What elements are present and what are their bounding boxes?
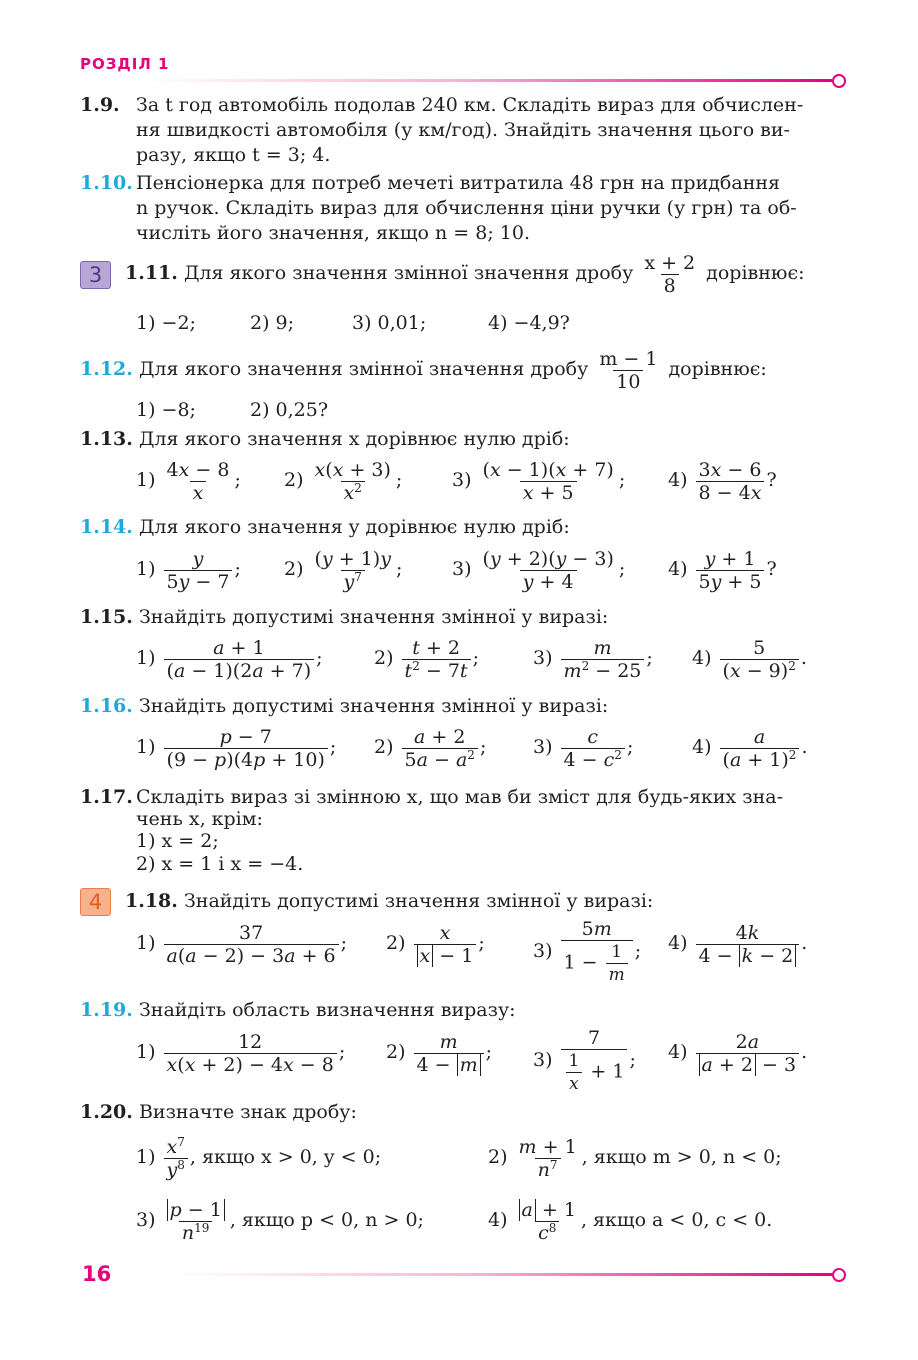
expr-2: 2) $\frac{x}{x - 1}$ ; [386,921,485,967]
expr-1: 1) $\frac{x^7}{y^8}$ , якщо x > 0, y < 0; [136,1134,382,1181]
problem-1-18 [125,889,653,913]
condition: , якщо x > 0, y < 0; [189,1146,382,1168]
footer-rule-end [832,1268,846,1282]
condition: , якщо p < 0, n > 0; [229,1209,424,1231]
problem-number: 1.10. [80,172,133,194]
answer-2: 2) 9; [250,312,295,334]
problem-1-16 [80,694,608,718]
answer-1: 1) −8; [136,399,196,421]
problem-text: Знайдіть допустимі значення змінної у виразі: [138,606,609,628]
problem-number: 1.9. [80,94,120,116]
expr-1: 1) $\frac{4x - 8}{x}$ ; [136,458,241,504]
expr-3: 3) $\frac{p - 1}{n^{19}}$ , якщо p < 0, n > 0; [136,1198,424,1244]
level-3-marker: 3 [80,261,111,289]
expr-3: 3) 5m 1 − $\frac{1}{m}$ ; [533,918,642,985]
problem-number: 1.11. [125,262,178,284]
expr-4: 4) $\frac{y + 1}{5y + 5}$ ? [668,547,777,593]
expr-3: 3) $\frac{(y + 2)(y - 3)}{y + 4}$ ; [452,547,626,593]
problem-text: За t год автомобіль подолав 240 км. Складіть вираз для обчислен- [136,94,804,116]
problem-1-17 [80,785,133,809]
problem-1-13 [80,427,570,451]
problem-text: разу, якщо t = 3; 4. [136,144,331,166]
answer-3: 3) 0,01; [352,312,427,334]
problem-text: n ручок. Складіть вираз для обчислення ціни ручки (у грн) та об- [136,197,797,219]
problem-number: 1.14. [80,516,133,538]
problem-text: Для якого значення змінної значення дробу [183,262,634,284]
fraction: $\frac{m - 1}{10}$ [599,347,658,393]
level-4-marker: 4 [80,888,111,916]
answer-1: 1) x = 2; [136,830,219,852]
page-number: 16 [82,1262,112,1286]
expr-2: 2) $\frac{(y + 1)y}{y^7}$ ; [284,547,403,593]
problem-text-tail: дорівнює: [668,358,767,380]
problem-text: ня швидкості автомобіля (у км/год). Знайдіть значення цього ви- [136,119,790,141]
problem-number: 1.15. [80,606,133,628]
expr-4: 4) $\frac{2a}{a + 2 - 3}$ . [668,1030,808,1076]
expr-4: 4) $\frac{a}{(a + 1)^2}$ . [692,725,808,771]
answer-2: 2) 0,25? [250,399,329,421]
section-label: РОЗДІЛ 1 [80,55,170,73]
expr-4: 4) $\frac{a + 1}{c^8}$ , якщо a < 0, c < 0. [488,1198,773,1244]
problem-text: чень x, крім: [136,808,263,830]
expr-2: 2) $\frac{m}{4 - m}$ ; [386,1030,493,1076]
problem-number: 1.17. [80,786,133,808]
problem-text: Знайдіть область визначення виразу: [138,999,516,1021]
problem-text: Знайдіть допустимі значення змінної у виразі: [183,890,654,912]
problem-text: Для якого значення y дорівнює нулю дріб: [138,516,570,538]
answer-1: 1) −2; [136,312,196,334]
expr-2: 2) $\frac{x(x + 3)}{x^2}$ ; [284,458,403,504]
expr-3: 3) $\frac{m}{m^2 - 25}$ ; [533,636,653,682]
problem-text: Складіть вираз зі змінною x, що мав би зміст для будь-яких зна- [136,786,784,808]
problem-1-11 [125,248,805,298]
expr-4: 4) $\frac{4k}{4 - k - 2}$ . [668,921,808,967]
expr-2: 2) $\frac{m + 1}{n^7}$ , якщо m > 0, n < 0; [488,1135,782,1181]
expr-3: 3) $\frac{c}{4 - c^2}$ ; [533,725,634,771]
expr-1: 1) $\frac{37}{a(a - 2) - 3a + 6}$ ; [136,921,348,967]
fraction: $\frac{x + 2}{8}$ [644,251,696,297]
problem-1-20 [80,1100,357,1124]
answer-4: 4) −4,9? [488,312,570,334]
expr-1: 1) $\frac{12}{x(x + 2) - 4x - 8}$ ; [136,1030,346,1076]
problem-text-tail: дорівнює: [706,262,805,284]
expr-1: 1) $\frac{p - 7}{(9 - p)(4p + 10)}$ ; [136,725,337,771]
footer-rule [175,1273,832,1276]
problem-text: Для якого значення x дорівнює нулю дріб: [138,428,570,450]
expr-4: 4) $\frac{3x - 6}{8 - 4x}$ ? [668,458,777,504]
problem-text: Визначте знак дробу: [138,1101,357,1123]
problem-number: 1.18. [125,890,178,912]
problem-number: 1.20. [80,1101,133,1123]
problem-number: 1.13. [80,428,133,450]
problem-1-19 [80,998,516,1022]
problem-1-15 [80,605,608,629]
expr-3: 3) $\frac{(x - 1)(x + 7)}{x + 5}$ ; [452,458,626,504]
problem-1-9 [80,93,120,117]
expr-2: 2) $\frac{a + 2}{5a - a^2}$ ; [374,725,487,771]
expr-4: 4) $\frac{5}{(x - 9)^2}$ . [692,636,807,682]
problem-text: числіть його значення, якщо n = 8; 10. [136,222,530,244]
problem-text: Для якого значення змінної значення дробу [138,358,589,380]
problem-text: Знайдіть допустимі значення змінної у виразі: [138,695,609,717]
condition: , якщо a < 0, c < 0. [580,1209,773,1231]
problem-text: Пенсіонерка для потреб мечеті витратила 48 грн на придбання [136,172,781,194]
expr-1: 1) $\frac{a + 1}{(a - 1)(2a + 7)}$ ; [136,636,323,682]
answer-2: 2) x = 1 і x = −4. [136,853,304,875]
expr-2: 2) $\frac{t + 2}{t^2 - 7t}$ ; [374,636,479,682]
problem-1-12 [80,344,767,394]
expr-3: 3) 7 $\frac{1}{x}$ + 1 ; [533,1027,636,1094]
problem-1-14 [80,515,570,539]
problem-1-10 [80,171,133,195]
header-rule-end [832,74,846,88]
problem-number: 1.16. [80,695,133,717]
problem-number: 1.19. [80,999,133,1021]
condition: , якщо m > 0, n < 0; [581,1146,782,1168]
expr-1: 1) $\frac{y}{5y - 7}$ ; [136,547,241,593]
problem-number: 1.12. [80,358,133,380]
header-rule [140,79,832,82]
